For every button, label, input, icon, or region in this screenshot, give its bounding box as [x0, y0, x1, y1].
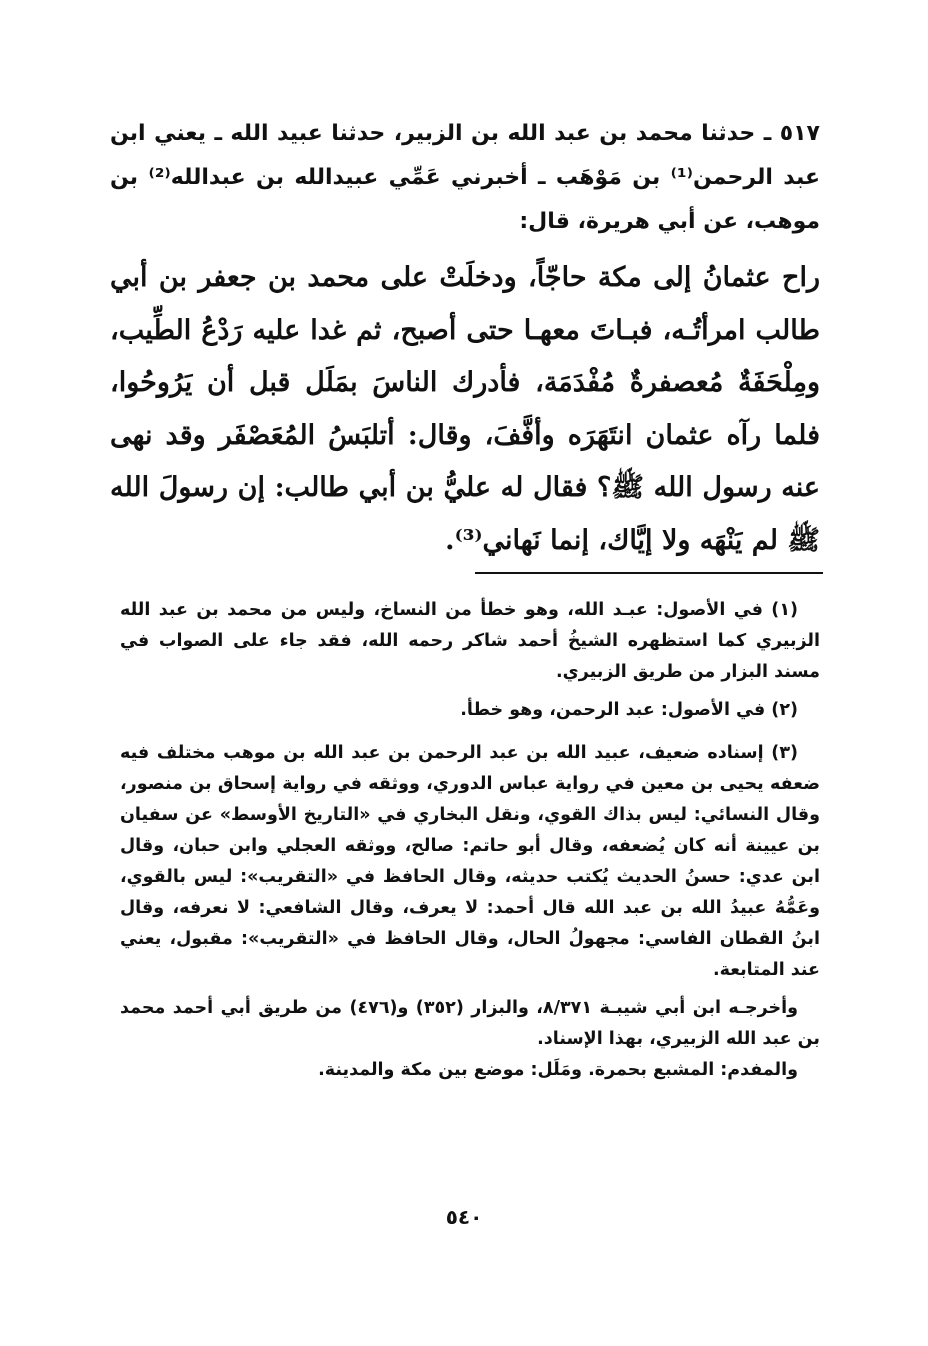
- main-text: [110, 112, 820, 567]
- footnote-divider: [475, 572, 823, 574]
- footnote-3: (٣) إسناده ضعيف، عبيد الله بن عبد الرحمن بن عبد الله بن موهب مختلف فيه ضعفه يحيى بن معين في رواية عباس الدوري، ووثقه في رواية إسحاق بن منصور، وقال النسائي: ليس بذاك القوي، ونقل البخاري في «التاريخ الأوسط» عن سفيان بن عيينة أنه كان يُضعفه، وقال أبو حاتم: صالح، ووثقه العجلي وابن حبان، وقال ابن عدي: حسنُ الحديث يُكتب حديثه، وقال الحافظ في «التقريب»: ليس بالقوي، وعَمُّهُ عبيدُ الله بن عبد الله قال أحمد: لا يعرف، وقال الشافعي: لا نعرفه، وقال ابنُ القطان الفاسي: مجهولُ الحال، وقال الحافظ في «التقريب»: مقبول، يعني عند المتابعة.: [120, 743, 820, 980]
- footnote-3-takhrij: وأخرجـه ابن أبي شيبـة ٨/٣٧١، والبزار (٣٥٢) و(٤٧٦) من طريق أبي أحمد محمد بن عبد الله الزبيري، بهذا الإسناد.: [120, 998, 820, 1049]
- hadith-matn: راح عثمانُ إلى مكة حاجّاً، ودخلَتْ على محمد بن جعفر بن أبي طالب امرأتُـه، فبـاتَ معهـا حتى أصبح، ثم غدا عليه رَدْعُ الطِّيب، ومِلْحَفَةٌ مُعصفرةٌ مُفْدَمَة، فأدرك الناسَ بمَلَل قبل أن يَرُوحُوا، فلما رآه عثمان انتَهَرَه وأفَّفَ، وقال: أتلبَسُ المُعَصْفَر وقد نهى عنه رسول الله ﷺ؟ فقال له عليُّ بن أبي طالب: إن رسولَ الله ﷺ لم يَنْهَه ولا إيَّاك، إنما نَهاني⁽³⁾.: [110, 262, 820, 556]
- footnotes: [120, 595, 820, 1086]
- hadith-isnad: ٥١٧ ـ حدثنا محمد بن عبد الله بن الزبير، حدثنا عبيد الله ـ يعني ابن عبد الرحمن⁽¹⁾ بن مَوْهَب ـ أخبرني عَمِّي عبيدالله بن عبدالله⁽²⁾ بن موهب، عن أبي هريرة، قال:: [110, 121, 820, 234]
- footnote-1: (١) في الأصول: عبـد الله، وهو خطأ من النساخ، وليس من محمد بن عبد الله الزبيري كما استظهره الشيخُ أحمد شاكر رحمه الله، فقد جاء على الصواب في مسند البزار من طريق الزبيري.: [120, 600, 820, 682]
- footnote-3-gloss: والمفدم: المشبع بحمرة. ومَلَل: موضع بين مكة والمدينة.: [318, 1060, 798, 1080]
- page-number: ٥٤٠: [445, 1205, 483, 1229]
- footnote-2: (٢) في الأصول: عبد الرحمن، وهو خطأ.: [460, 700, 798, 720]
